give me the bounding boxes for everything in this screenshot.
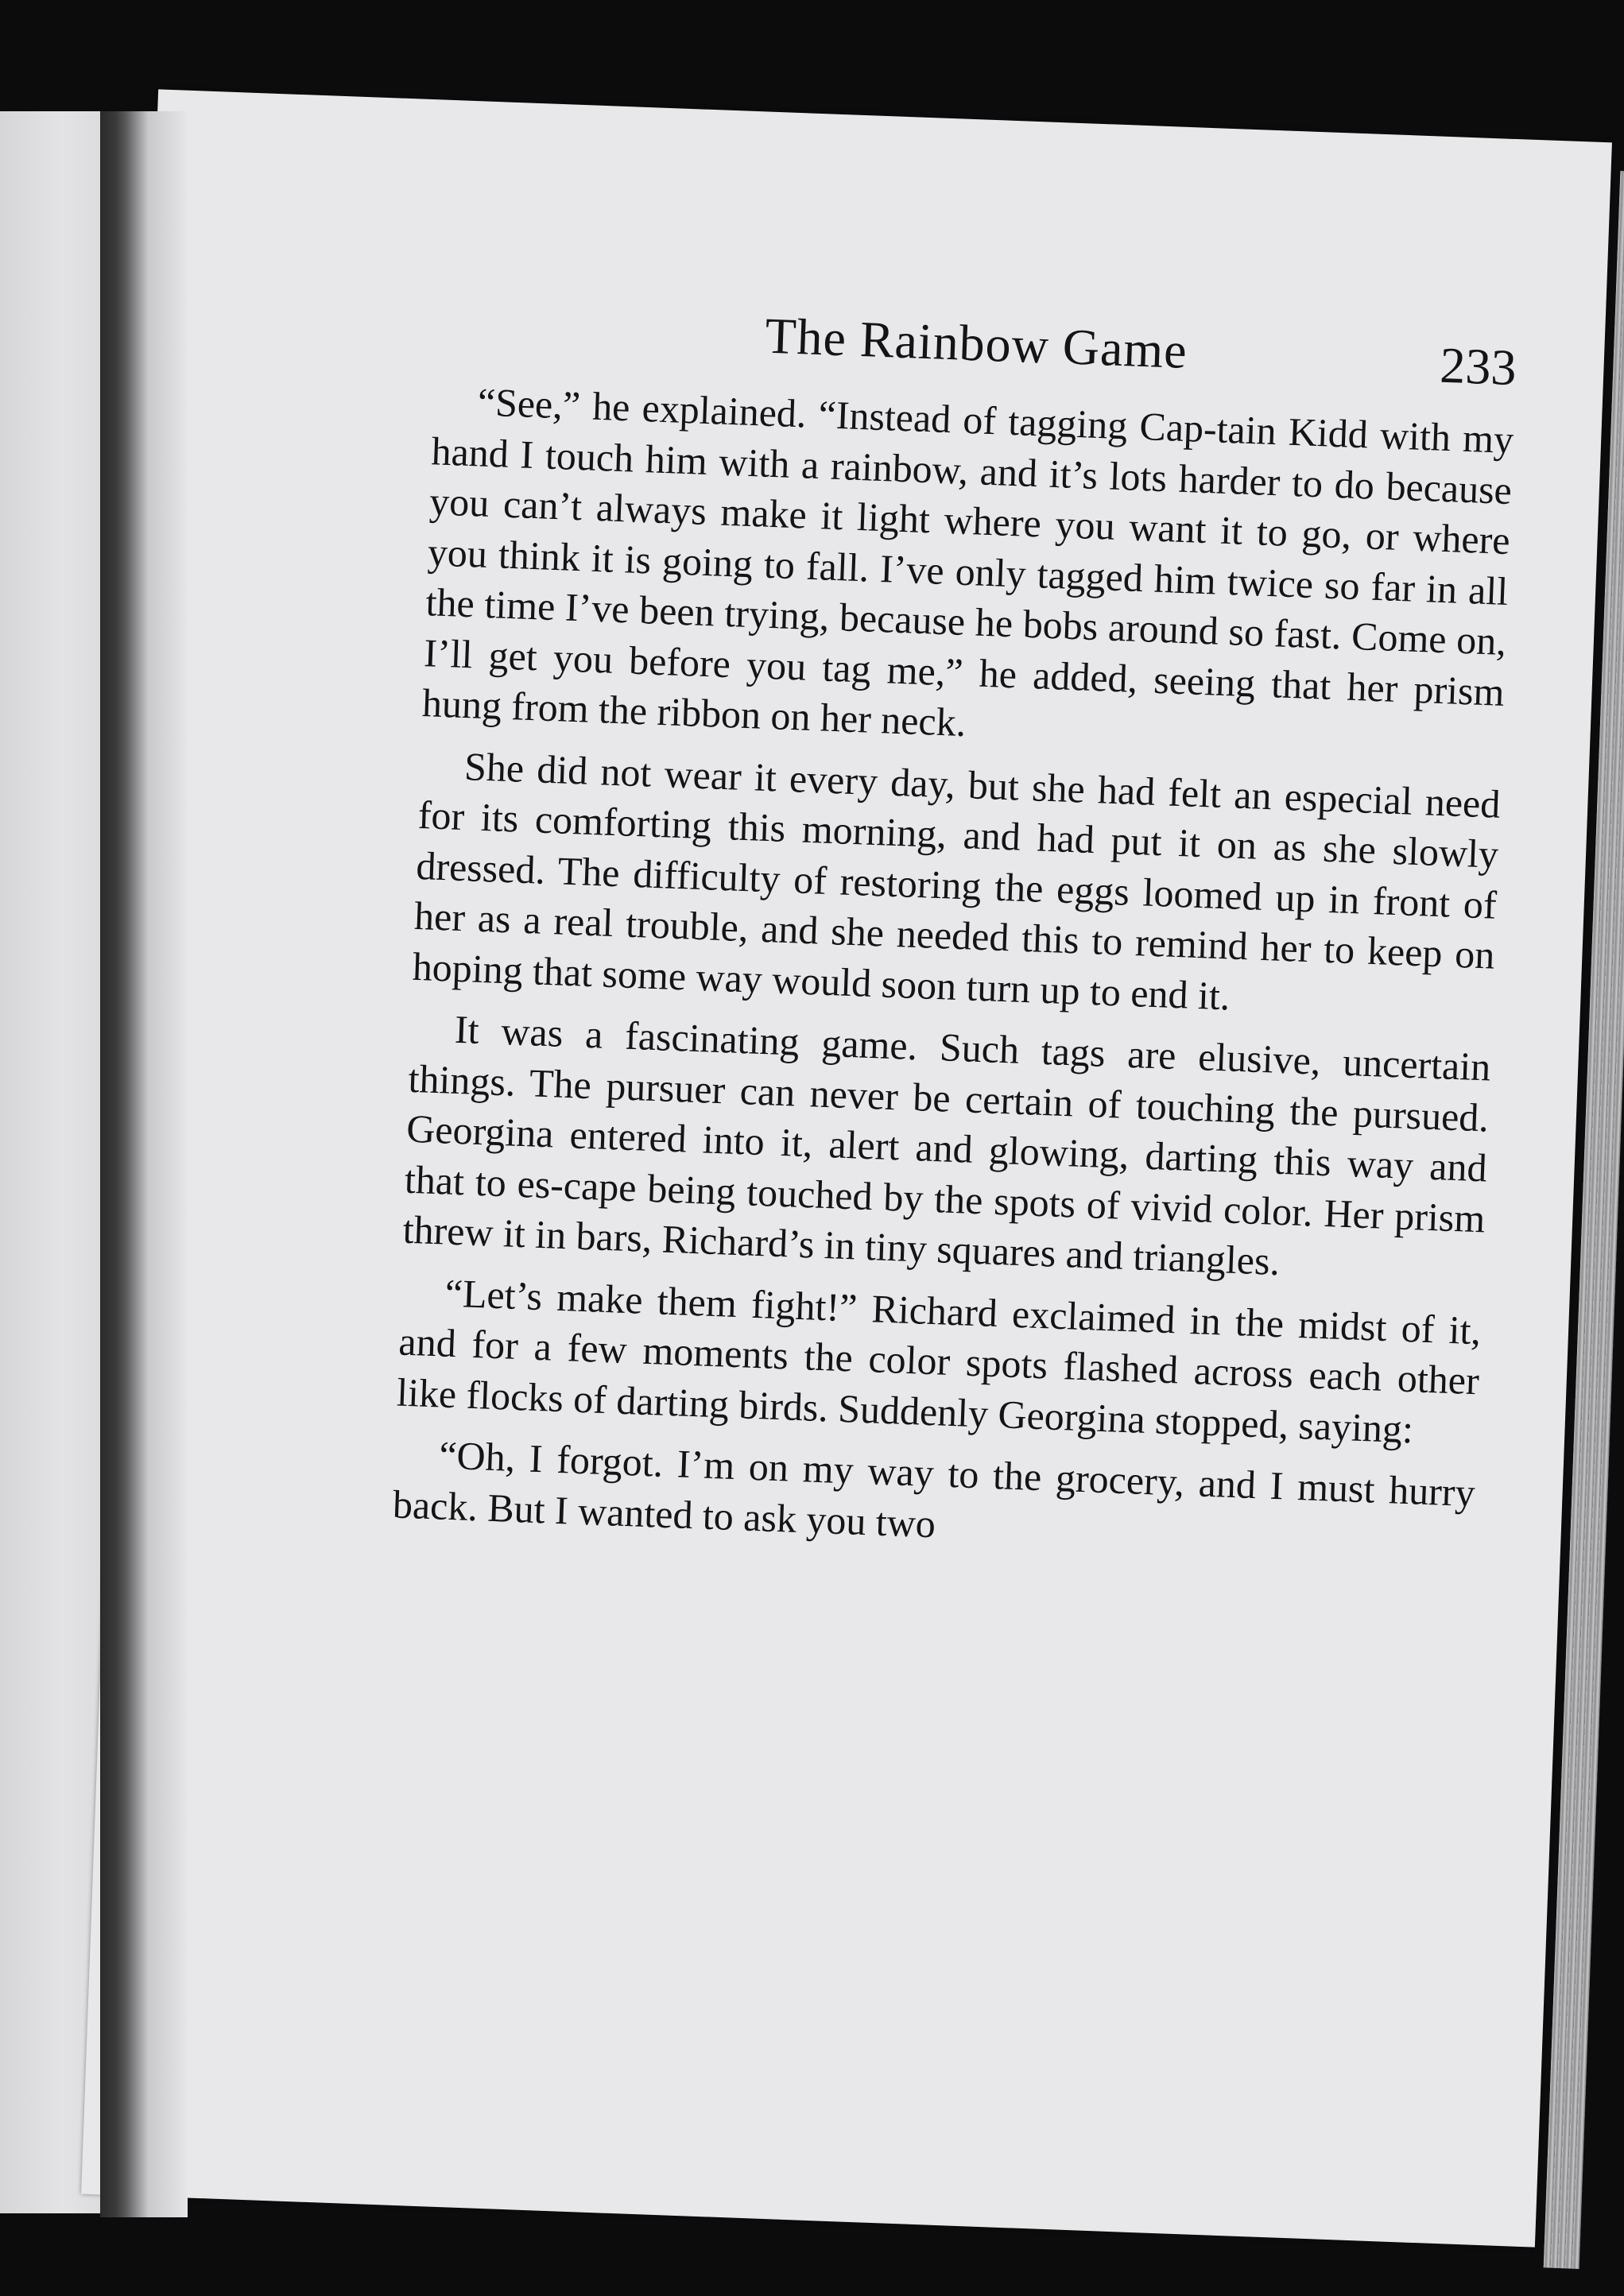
running-title: The Rainbow Game	[764, 307, 1188, 379]
paragraph: “Oh, I forgot. I’m on my way to the grocery, and I must hurry back. But I wanted to ask you two	[392, 1432, 1476, 1546]
page-number: 233	[1439, 336, 1517, 397]
paragraph: It was a fascinating game. Such tags are elusive, uncertain things. The pursuer can never be certain of touching the pursued. Georgina entered into it, alert and glowing, darting this way and that to es-cape being touched by the spots of vivid color. Her prism threw it in bars, Richard’s in tiny squares and triangles.	[401, 1006, 1492, 1284]
left-facing-page	[0, 111, 103, 2213]
paragraph: “See,” he explained. “Instead of tagging Cap-tain Kidd with my hand I touch him with a rainbow, and it’s lots harder to do because you can’t always make it light where you want it to go, or where you think it is going to fall. I’ve only tagged him twice so far in all the time I’ve been trying, because he bobs around so fast. Come on, I’ll get you before you tag me,” he added, seeing that her prism hung from the ribbon on her neck.	[421, 379, 1515, 745]
spine-gutter	[100, 111, 188, 2217]
paragraph: She did not wear it every day, but she had felt an especial need for its comforting this morning, and had put it on as she slowly dressed. The difficulty of restoring the eggs loomed up in front of her as a real trouble, and she needed this to remind her to keep on hoping that some way would soon turn up to end it.	[411, 743, 1502, 1019]
book-page	[81, 89, 1612, 2247]
text-block	[391, 286, 1517, 1580]
paragraph: “Let’s make them fight!” Richard exclaimed in the midst of it, and for a few moments the color spots flashed across each other like flocks of darting birds. Suddenly Georgina stopped, saying:	[396, 1270, 1483, 1451]
